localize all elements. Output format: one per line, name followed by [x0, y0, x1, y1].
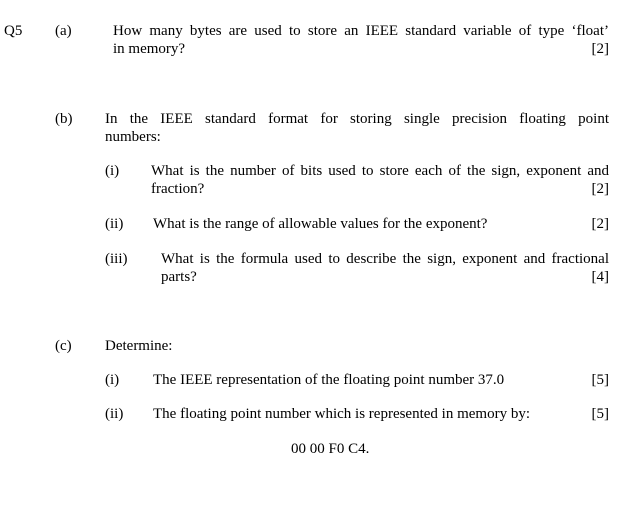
- part-c-i-text: The IEEE representation of the floating point number 37.0: [153, 372, 505, 388]
- part-b-text-line1: In the IEEE standard format for storing single precision floating point: [105, 111, 609, 127]
- part-b-i-text-line2: fraction?: [151, 181, 205, 197]
- part-a-text-line1: How many bytes are used to store an IEEE standard variable of type ‘float’: [113, 23, 609, 39]
- part-c-label: (c): [55, 338, 72, 354]
- part-a-text-line2: in memory?: [113, 41, 186, 57]
- part-b-iii-text-line2: parts?: [161, 269, 197, 285]
- part-b-text-line2: numbers:: [105, 129, 161, 145]
- part-b-ii-text: What is the range of allowable values for the exponent?: [153, 216, 488, 232]
- part-b-i-label: (i): [105, 163, 120, 179]
- part-c-intro: Determine:: [105, 338, 173, 354]
- part-b-iii-label: (iii): [105, 251, 128, 267]
- part-b-i-text-line1: What is the number of bits used to store each of the sign, exponent and: [151, 163, 609, 179]
- question-number: Q5: [4, 23, 23, 39]
- part-c-i-marks: [5]: [591, 372, 609, 388]
- part-c-ii-marks: [5]: [591, 406, 609, 422]
- part-c-ii-text: The floating point number which is represented in memory by:: [153, 406, 530, 422]
- part-a-marks: [2]: [591, 41, 609, 57]
- part-c-i-label: (i): [105, 372, 120, 388]
- part-a-label: (a): [55, 23, 72, 39]
- part-b-iii-marks: [4]: [591, 269, 609, 285]
- part-b-ii-label: (ii): [105, 216, 124, 232]
- part-b-label: (b): [55, 111, 73, 127]
- part-b-i-marks: [2]: [591, 181, 609, 197]
- memory-value: 00 00 F0 C4.: [291, 441, 370, 457]
- part-b-iii-text-line1: What is the formula used to describe the sign, exponent and fractional: [161, 251, 609, 267]
- part-b-ii-marks: [2]: [591, 216, 609, 232]
- part-c-ii-label: (ii): [105, 406, 124, 422]
